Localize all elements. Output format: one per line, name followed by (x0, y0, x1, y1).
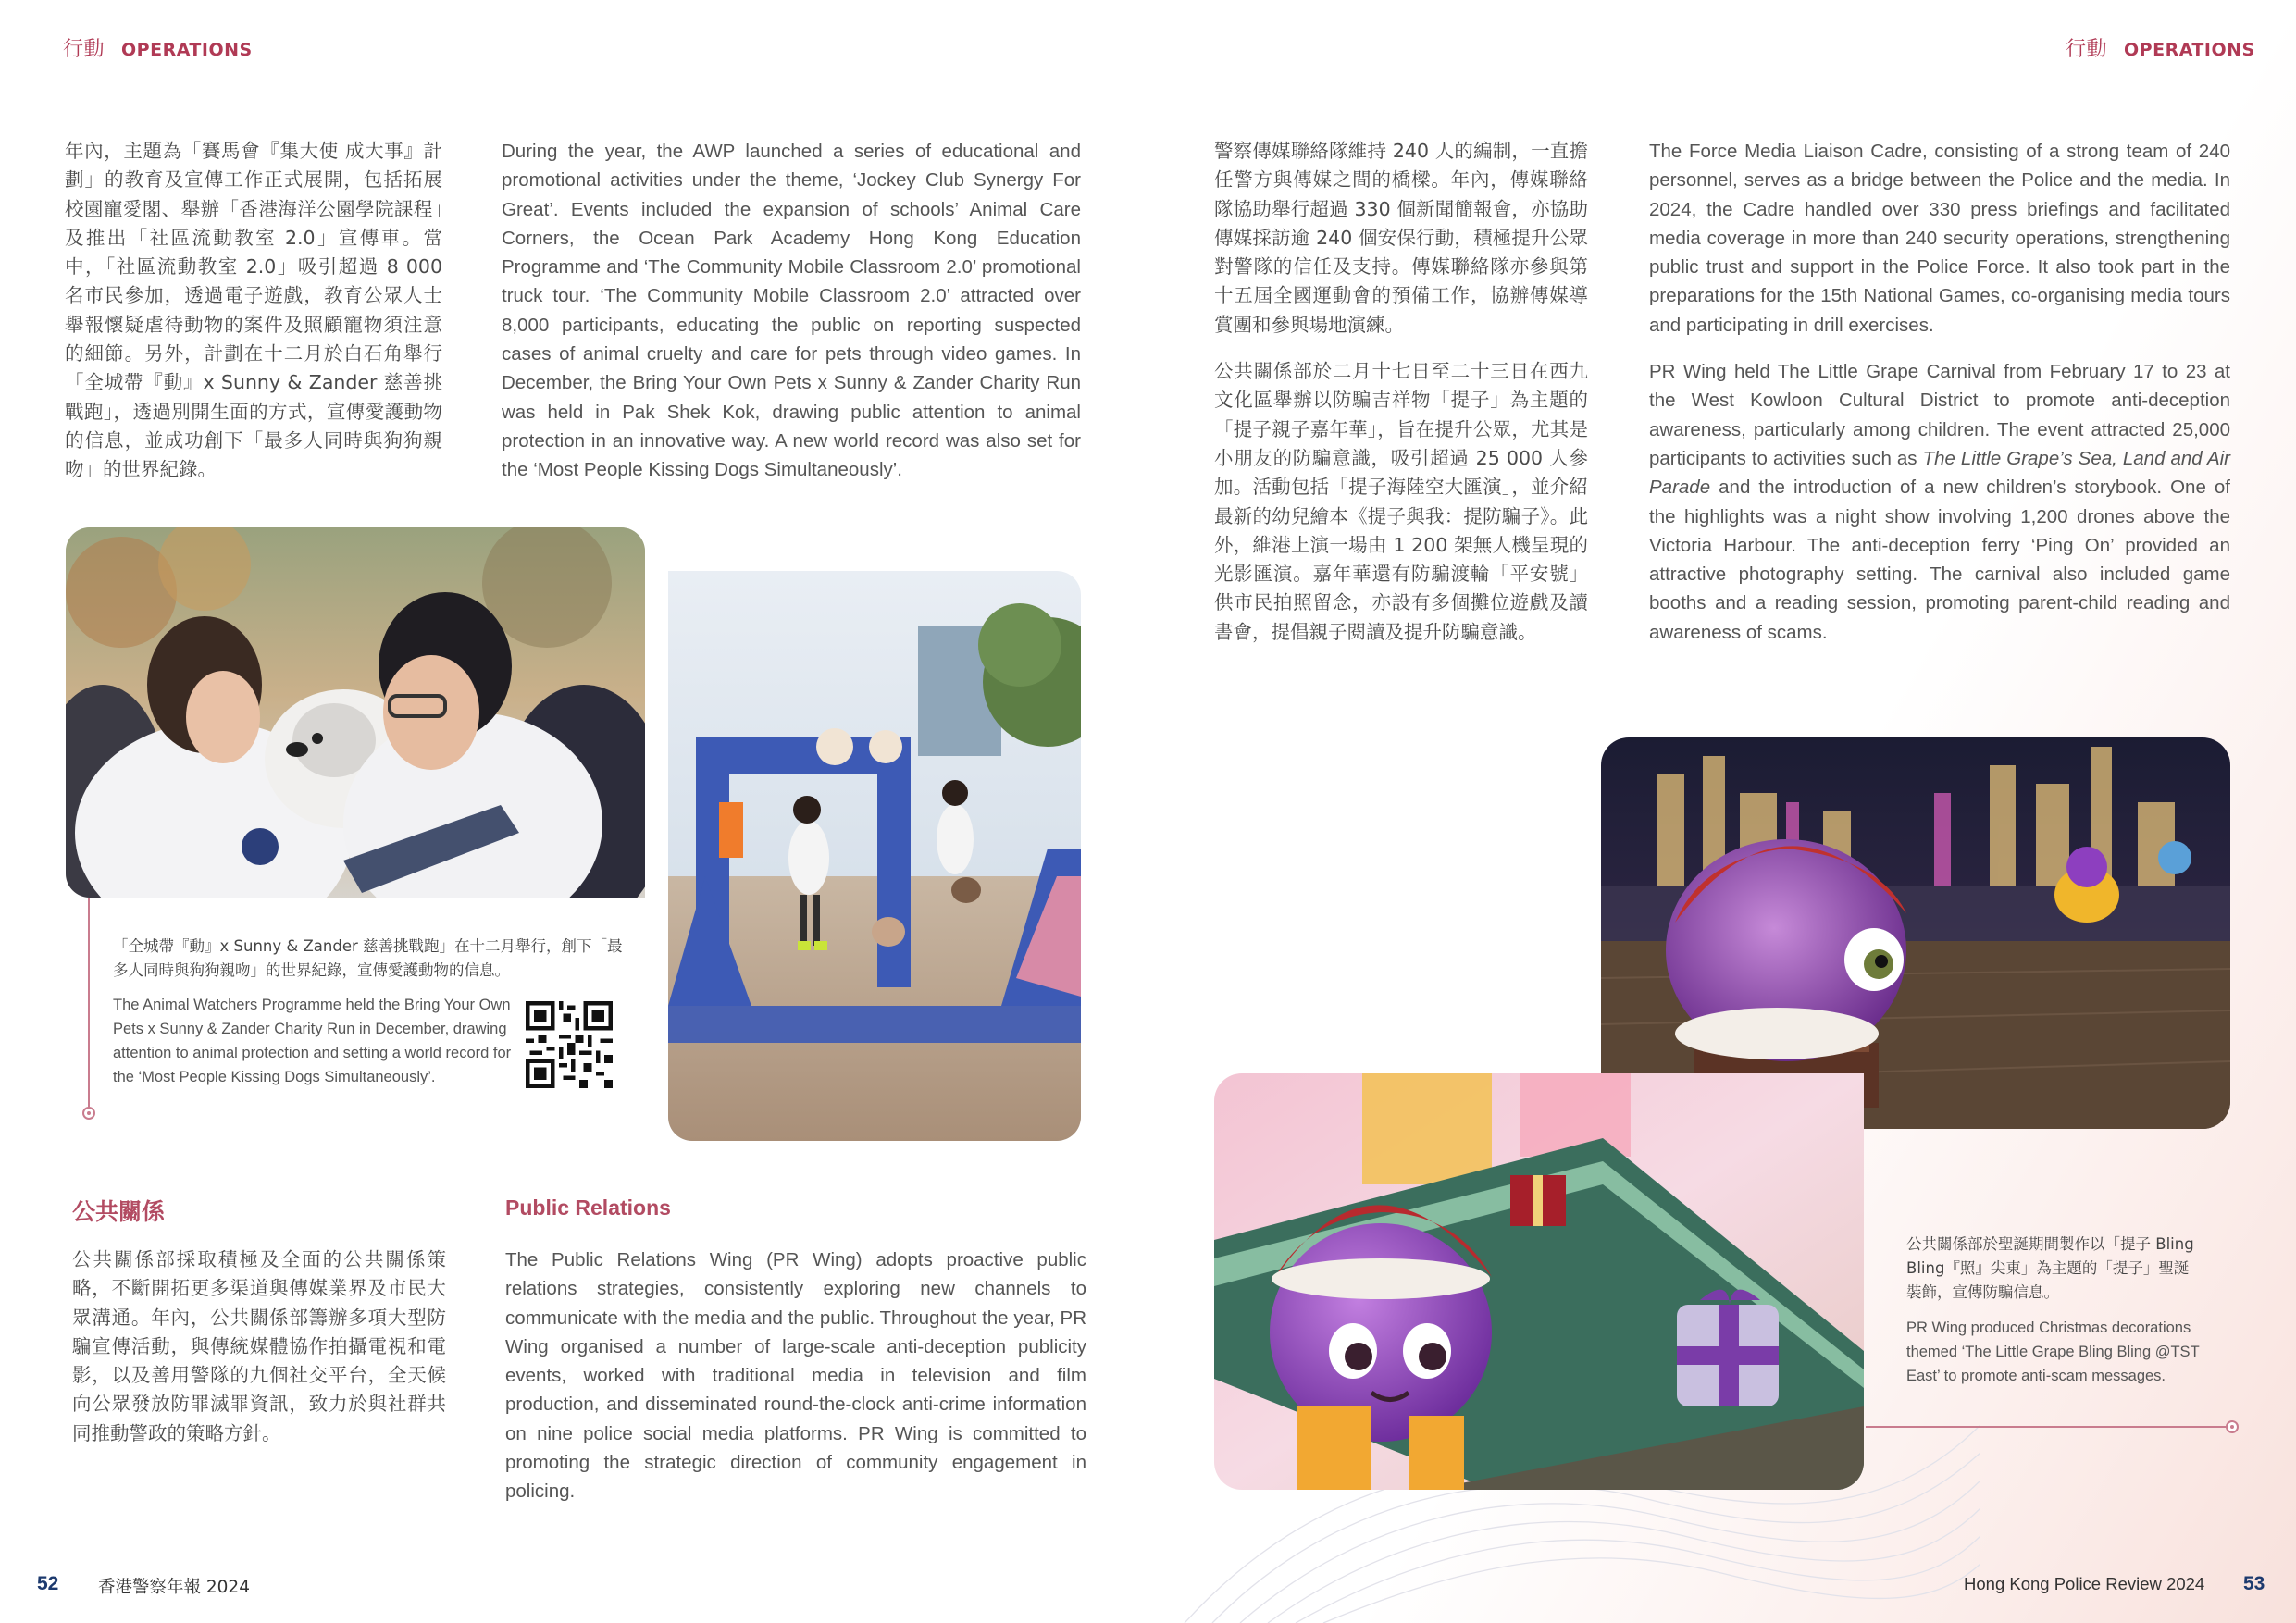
caption-timeline-line-right (1866, 1426, 2230, 1428)
carnival-text-b: and the introduction of a new children’s storybook. One of the highlights was a night show involving 1,200 drones above the Victoria Harbour. The anti-deception ferry ‘Ping On’ provided an attractive photography setting. The carnival also included game booths and a reading session, promoting parent-child reading and awareness of scams. (1649, 477, 2230, 643)
pr-paragraph-zh: 公共關係部採取積極及全面的公共關係策略，不斷開拓更多渠道與傳媒業界及市民大眾溝通。年內，公共關係部籌辦多項大型防騙宣傳活動，與傳統媒體協作拍攝電視和電影，以及善用警隊的九個社交平台，全天候向公眾發放防罪滅罪資訊，致力於與社群共同推動警政的策略方針。 (72, 1248, 446, 1444)
carnival-text-italic: The Little Grape’s Sea, Land and Air Parade (1649, 447, 2231, 499)
photo-charity-run (668, 571, 1081, 1141)
timeline-dot-icon (82, 1107, 95, 1120)
right-column-en (1649, 137, 2230, 647)
photo-caption-zh: 「全城帶『動』x Sunny & Zander 慈善挑戰跑」在十二月舉行，創下「最多人同時與狗狗親吻」的世界紀錄，宣傳愛護動物的信息。 (113, 937, 623, 979)
photo-charity-run-illustration (668, 571, 1081, 1141)
left-section-tag (63, 33, 253, 62)
pr-heading-en: Public Relations (505, 1196, 671, 1220)
qr-code-icon[interactable] (526, 1001, 613, 1088)
photo-caption-en-right: PR Wing produced Christmas decorations themed ‘The Little Grape Bling Bling @TST East’ to promote anti-scam messages. (1906, 1319, 2200, 1384)
right-section-tag (2066, 33, 2255, 62)
pr-heading-zh: 公共關係 (72, 1198, 166, 1225)
media-liaison-paragraph-zh: 警察傳媒聯絡隊維持 240 人的編制，一直擔任警方與傳媒之間的橋樑。年內，傳媒聯絡隊協助舉行超過 330 個新聞簡報會，亦協助傳媒採訪逾 240 個安保行動，積極提升公眾對警隊的信任及支持。傳媒聯絡隊亦參與第十五屆全國運動會的預備工作，協辦傳媒導賞團和參與場地演練。 (1214, 140, 1588, 336)
photo-grape-mascot-illustration (1214, 1073, 1864, 1490)
page-number-right: 53 (2243, 1573, 2265, 1594)
footer-title-left: 香港警察年報 2024 (98, 1578, 250, 1597)
awp-paragraph-en: During the year, the AWP launched a series of educational and promotional activities under the theme, ‘Jockey Club Synergy For Great’. Events included the expansion of schools’ Animal Care Corners, the Ocean Park Academy Hong Kong Education Programme and ‘The Community Mobile Classroom 2.0’ promotional truck tour. ‘The Community Mobile Classroom 2.0’ attracted over 8,000 participants, educating the public on reporting suspected cases of animal cruelty and care for pets through video games. In December, the Bring Your Own Pets x Sunny & Zander Charity Run was held in Pak Shek Kok, drawing public attention to animal protection in an innovative way. A new world record was also set for the ‘Most People Kissing Dogs Simultaneously’. (502, 141, 1081, 481)
timeline-dot-icon (2226, 1420, 2239, 1433)
pr-paragraph-en: The Public Relations Wing (PR Wing) adopts proactive public relations strategies, consistently exploring new channels to communicate with the media and the public. Throughout the year, PR Wing organised a number of large-scale anti-deception publicity events, worked with traditional media in television and film production, and disseminated round-the-clock anti-crime information on nine police social media platforms. PR Wing is committed to promoting the strategic direction of community engagement in policing. (505, 1249, 1086, 1503)
footer-title-right: Hong Kong Police Review 2024 (1964, 1574, 2205, 1593)
right-column-zh (1214, 137, 1588, 647)
section-tag-zh: 行動 (2066, 38, 2108, 61)
photo-grape-mascot-gift (1214, 1073, 1864, 1490)
carnival-paragraph-en (1649, 357, 2230, 647)
section-tag-en: OPERATIONS (2124, 40, 2255, 60)
photo-caption-zh-right: 公共關係部於聖誕期間製作以「提子 Bling Bling『照』尖東」為主題的「提子」聖誕裝飾，宣傳防騙信息。 (1906, 1235, 2194, 1301)
carnival-paragraph-zh: 公共關係部於二月十七日至二十三日在西九文化區舉辦以防騙吉祥物「提子」為主題的「提子親子嘉年華」，旨在提升公眾，尤其是小朋友的防騙意識，吸引超過 25 000 人參加。活動包括「提子海陸空大匯演」，並介紹最新的幼兒繪本《提子與我：提防騙子》。此外，維港上演一場由 1 200 架無人機呈現的光影匯演。嘉年華還有防騙渡輪「平安號」供市民拍照留念，亦設有多個攤位遊戲及讀書會，提倡親子閱讀及提升防騙意識。 (1214, 360, 1588, 643)
media-liaison-paragraph-en: The Force Media Liaison Cadre, consisting of a strong team of 240 personnel, serves as a bridge between the Police and the media. In 2024, the Cadre handled over 330 press briefings and facilitated media coverage in more than 240 security operations, strengthening public trust and support in the Police Force. It also took part in the preparations for the 15th National Games, co-organising media tours and participating in drill exercises. (1649, 141, 2230, 336)
photo-harbour-grape-decoration (1601, 737, 2230, 1129)
photo-caption-en: The Animal Watchers Programme held the Bring Your Own Pets x Sunny & Zander Charity Run in December, drawing attention to animal protection and setting a world record for the ‘Most People Kissing Dogs Simultaneously’. (113, 997, 512, 1085)
photo-couple-kissing-dog-illustration (66, 527, 645, 898)
section-tag-en: OPERATIONS (121, 40, 253, 60)
photo-couple-kissing-dog (66, 527, 645, 898)
caption-timeline-line (88, 898, 90, 1116)
photo-harbour-grape-illustration (1601, 737, 2230, 1129)
carnival-text-a: PR Wing held The Little Grape Carnival from February 17 to 23 at the West Kowloon Cultural District to promote anti-deception awareness, particularly among children. The event attracted 25,000 participants to activities such as (1649, 361, 2230, 469)
page-number-left: 52 (37, 1573, 59, 1594)
awp-paragraph-zh: 年內，主題為「賽馬會『集大使 成大事』計劃」的教育及宣傳工作正式展開，包括拓展校園寵愛閣、舉辦「香港海洋公園學院課程」及推出「社區流動教室 2.0」宣傳車。當中，「社區流動教室 2.0」吸引超過 8 000 名市民參加，透過電子遊戲，教育公眾人士舉報懷疑虐待動物的案件及照顧寵物須注意的細節。另外，計劃在十二月於白石角舉行「全城帶『動』x Sunny & Zander 慈善挑戰跑」，透過別開生面的方式，宣傳愛護動物的信息，並成功創下「最多人同時與狗狗親吻」的世界紀錄。 (65, 140, 442, 481)
section-tag-zh: 行動 (63, 38, 105, 61)
